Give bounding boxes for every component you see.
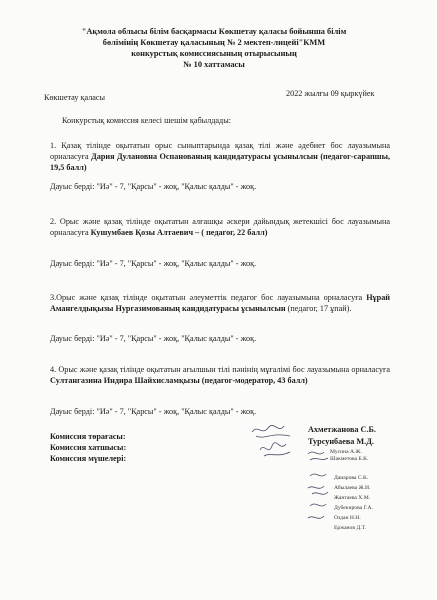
- member-1: Мусина А.Ж.: [330, 449, 362, 455]
- header-line-4: № 10 хаттамасы: [183, 60, 245, 69]
- member-7: Оздан Н.Н.: [334, 515, 361, 521]
- item-candidate: Кушумбаев Қозы Алтаевич – ( педагог, 22 балл): [90, 228, 268, 238]
- item-text: 1. Қазақ тілінде оқытатын орыс сыныптарында қазақ тілі және әдебиет бос лауазымына орналасуға: [50, 141, 390, 162]
- item-text: 3.Орыс және қазақ тілінде оқытатын әлеуметтік педагог бос лауазымына орналасуға: [50, 293, 363, 302]
- header-line-2: бөлімінің Көкшетау қаласының № 2 мектеп-лицейі"КММ: [102, 38, 326, 47]
- secretary-name: Турсунбаева М.Д.: [308, 437, 374, 446]
- secretary-label: Комиссия хатшысы:: [50, 443, 127, 452]
- item-tail: (педагог, 17 ұпай).: [287, 304, 352, 314]
- item-text: 2. Орыс және қазақ тілінде оқытатын алғашқы әскери дайындық жетекшісі бос лауазымына орналасуға: [50, 217, 390, 238]
- member-3: Данарова С.К.: [334, 475, 369, 481]
- vote-4: Дауыс берді: "Иә" - 7, "Қарсы" - жоқ, "Қалыс қалды" - жоқ.: [50, 407, 257, 416]
- member-6: Дубекирова Г.А.: [334, 505, 373, 511]
- decision-item-4: [50, 364, 390, 386]
- member-4: Абылаева Ж.И.: [334, 485, 371, 491]
- item-candidate: Султангазина Индира Шайхисламқызы (педагог-модератор, 43 балл): [50, 376, 308, 386]
- decision-item-3: [50, 292, 390, 314]
- vote-2: Дауыс берді: "Иә" - 7, "Қарсы" - жоқ, "Қалыс қалды" - жоқ.: [50, 259, 257, 268]
- chair-name: Ахметжанова С.Б.: [308, 425, 376, 434]
- member-8: Ержанов Д.Т.: [334, 525, 366, 531]
- decision-item-2: [50, 216, 390, 238]
- item-candidate: Нұрай Амангелдықызы Нургазимованың кандидатурасы ұсынылсын: [50, 293, 391, 314]
- chair-label: Комиссия төрағасы:: [50, 432, 126, 441]
- vote-1: Дауыс берді: "Иә" - 7, "Қарсы" - жоқ, "Қалыс қалды" - жоқ.: [50, 182, 257, 191]
- signature-scribbles-top: [250, 422, 300, 462]
- item-candidate: Дария Дулановна Оспанованың кандидатурасы ұсынылсын (педагог-сарапшы, 19,5 балл): [50, 152, 391, 173]
- member-5: Жантаева Х.М.: [334, 495, 371, 501]
- header-line-3: конкурстық комиссиясының отырысының: [131, 49, 297, 58]
- intro-text: Конкурстық комиссия келесі шешім қабылдады:: [62, 116, 231, 125]
- place: Көкшетау қаласы: [44, 93, 106, 102]
- item-text: 4. Орыс және қазақ тілінде оқытатын ағылшын тілі пәнінің мұғалімі бос лауазымына орналасуға: [50, 365, 390, 374]
- members-label: Комиссия мүшелері:: [50, 454, 127, 463]
- member-2: Шакметова Б.К.: [330, 456, 369, 462]
- vote-3: Дауыс берді: "Иә" - 7, "Қарсы" - жоқ, "Қалыс қалды" - жоқ.: [50, 334, 257, 343]
- header-line-1: "Ақмола облысы білім басқармасы Көкшетау қаласы бойынша білім: [81, 27, 347, 36]
- date: 2022 жылғы 09 қыркүйек: [286, 89, 375, 98]
- decision-item-1: [50, 140, 390, 174]
